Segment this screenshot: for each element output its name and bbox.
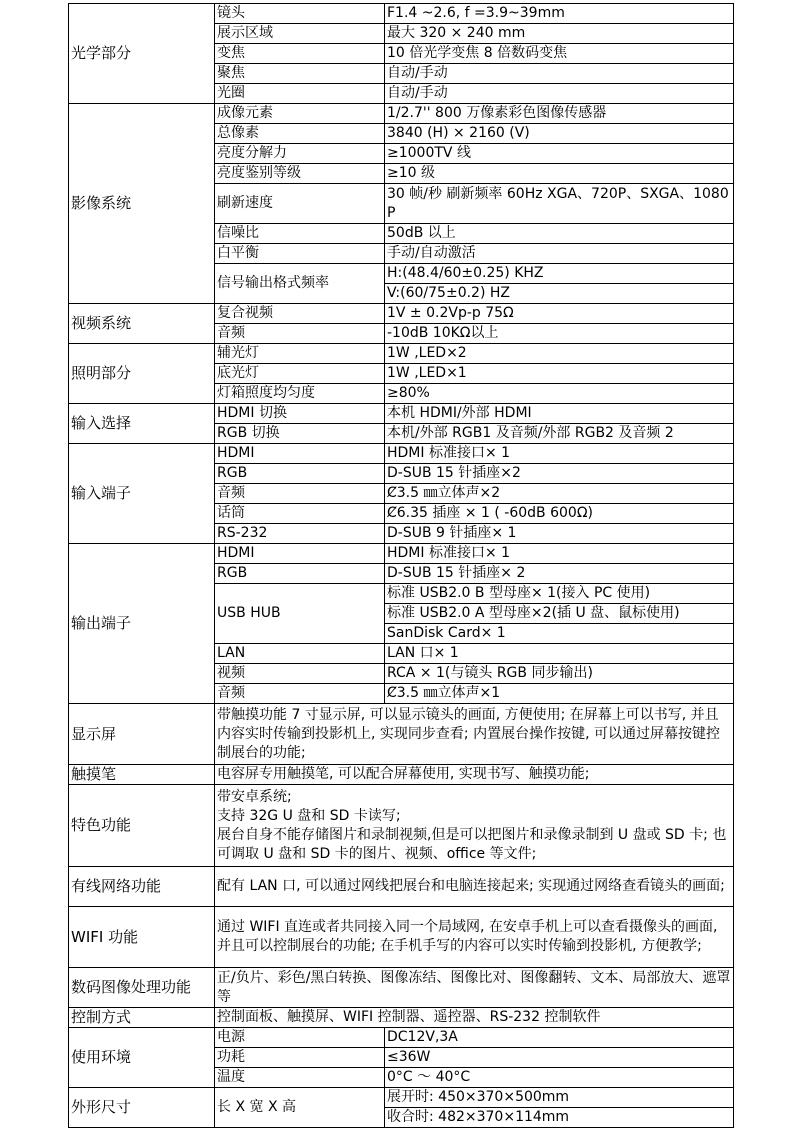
category-cell: 使用环境 — [69, 1028, 215, 1088]
spec-row — [69, 304, 734, 324]
item-cell: 刷新速度 — [215, 184, 385, 224]
spec-row — [69, 704, 734, 765]
category-cell: 数码图像处理功能 — [69, 968, 215, 1008]
item-cell: 音频 — [215, 684, 385, 704]
value-cell — [215, 867, 734, 907]
value-cell — [385, 524, 734, 544]
value-cell — [385, 124, 734, 144]
value-line: 配有 LAN 口, 可以通过网线把展台和电脑连接起来; 实现通过网络查看镜头的画面; — [217, 878, 725, 894]
value-line: 自动/手动 — [387, 85, 448, 101]
item-cell: 音频 — [215, 484, 385, 504]
value-line: V:(60/75±0.2) HZ — [387, 285, 510, 301]
category-cell: 视频系统 — [69, 304, 215, 344]
value-line: 最大 320 × 240 mm — [387, 25, 526, 41]
value-line: 本机/外部 RGB1 及音频/外部 RGB2 及音频 2 — [387, 425, 674, 441]
value-line: 30 帧/秒 刷新频率 60Hz XGA、720P、SXGA、1080P — [387, 185, 729, 221]
value-line: 10 倍光学变焦 8 倍数码变焦 — [387, 45, 568, 61]
value-cell — [385, 1088, 734, 1108]
value-cell — [215, 704, 734, 765]
item-cell: 亮度鉴别等级 — [215, 164, 385, 184]
value-cell — [385, 464, 734, 484]
value-cell — [385, 444, 734, 464]
value-cell — [385, 604, 734, 624]
category-cell: WIFI 功能 — [69, 907, 215, 968]
value-line: 本机 HDMI/外部 HDMI — [387, 405, 532, 421]
spec-row — [69, 4, 734, 24]
spec-row — [69, 444, 734, 464]
value-line: 带触摸功能 7 寸显示屏, 可以显示镜头的画面, 方便使用; 在屏幕上可以书写, 并且内容实时传输到投影机上, 实现同步查看; 内置展台操作按键, 可以通过屏幕按键控制展台的功能; — [217, 706, 720, 761]
spec-row — [69, 765, 734, 785]
item-cell: HDMI 切换 — [215, 404, 385, 424]
value-cell — [385, 564, 734, 584]
value-cell — [385, 24, 734, 44]
value-cell — [385, 1068, 734, 1088]
value-cell — [385, 544, 734, 564]
item-cell: 镜头 — [215, 4, 385, 24]
value-cell — [215, 765, 734, 785]
category-cell: 影像系统 — [69, 104, 215, 304]
value-line: D-SUB 15 针插座× 2 — [387, 565, 526, 581]
item-cell: 视频 — [215, 664, 385, 684]
category-cell: 显示屏 — [69, 704, 215, 765]
value-line: 控制面板、触摸屏、WIFI 控制器、遥控器、RS-232 控制软件 — [217, 1009, 601, 1025]
value-cell — [385, 184, 734, 224]
item-cell: 长 X 宽 X 高 — [215, 1088, 385, 1128]
value-cell — [385, 404, 734, 424]
value-cell — [385, 224, 734, 244]
item-cell: 成像元素 — [215, 104, 385, 124]
value-cell — [385, 344, 734, 364]
item-cell: 变焦 — [215, 44, 385, 64]
value-cell — [385, 584, 734, 604]
item-cell: 灯箱照度均匀度 — [215, 384, 385, 404]
value-cell — [385, 424, 734, 444]
spec-row — [69, 907, 734, 968]
item-cell: 信号输出格式频率 — [215, 264, 385, 304]
value-cell — [385, 104, 734, 124]
item-cell: 亮度分解力 — [215, 144, 385, 164]
spec-table-body — [69, 4, 734, 1128]
value-cell — [385, 244, 734, 264]
value-cell — [385, 284, 734, 304]
value-cell — [385, 324, 734, 344]
value-cell — [385, 364, 734, 384]
value-line: Ȼ3.5 ㎜立体声×1 — [387, 685, 501, 701]
category-cell: 光学部分 — [69, 4, 215, 104]
item-cell: 总像素 — [215, 124, 385, 144]
value-cell — [385, 664, 734, 684]
value-cell — [385, 84, 734, 104]
spec-row — [69, 1028, 734, 1048]
value-line: 1W ,LED×1 — [387, 365, 467, 381]
value-line: D-SUB 15 针插座×2 — [387, 465, 521, 481]
item-cell: RGB — [215, 564, 385, 584]
value-cell — [385, 144, 734, 164]
value-cell — [385, 484, 734, 504]
value-line: Ȼ6.35 插座 × 1 ( -60dB 600Ω) — [387, 505, 593, 521]
value-line: 自动/手动 — [387, 65, 448, 81]
value-cell — [385, 644, 734, 664]
value-line: D-SUB 9 针插座× 1 — [387, 525, 517, 541]
value-cell — [385, 504, 734, 524]
item-cell: 信噪比 — [215, 224, 385, 244]
value-cell — [385, 264, 734, 284]
value-line: 手动/自动激活 — [387, 245, 476, 261]
value-cell — [385, 44, 734, 64]
category-cell: 输入选择 — [69, 404, 215, 444]
value-line: DC12V,3A — [387, 1029, 458, 1045]
item-cell: 功耗 — [215, 1048, 385, 1068]
item-cell: 辅光灯 — [215, 344, 385, 364]
spec-row — [69, 104, 734, 124]
item-cell: 电源 — [215, 1028, 385, 1048]
value-line: 正/负片、彩色/黑白转换、图像冻结、图像比对、图像翻转、文本、局部放大、遮罩等 — [217, 969, 731, 1005]
item-cell: LAN — [215, 644, 385, 664]
value-line: 1W ,LED×2 — [387, 345, 467, 361]
value-line: 标准 USB2.0 B 型母座× 1(接入 PC 使用) — [387, 585, 651, 601]
item-cell: 复合视频 — [215, 304, 385, 324]
value-line: 支持 32G U 盘和 SD 卡读写; — [217, 807, 401, 824]
value-line: 50dB 以上 — [387, 225, 456, 241]
value-line: HDMI 标准接口× 1 — [387, 545, 511, 561]
value-line: -10dB 10KΩ以上 — [387, 325, 499, 341]
item-cell: 话筒 — [215, 504, 385, 524]
spec-row — [69, 1088, 734, 1108]
value-cell — [385, 684, 734, 704]
spec-row — [69, 544, 734, 564]
value-line: 收合时: 482×370×114mm — [387, 1109, 570, 1125]
value-line: Ȼ3.5 ㎜立体声×2 — [387, 485, 501, 501]
category-cell: 输出端子 — [69, 544, 215, 704]
value-line: 带安卓系统; — [217, 788, 292, 805]
item-cell: 光圈 — [215, 84, 385, 104]
value-cell — [385, 4, 734, 24]
value-line: 1V ± 0.2Vp-p 75Ω — [387, 305, 514, 321]
value-line: 1/2.7'' 800 万像素彩色图像传感器 — [387, 105, 607, 121]
category-cell: 照明部分 — [69, 344, 215, 404]
item-cell: 音频 — [215, 324, 385, 344]
item-cell: HDMI — [215, 444, 385, 464]
spec-row — [69, 968, 734, 1008]
value-line: ≤36W — [387, 1049, 431, 1065]
value-cell — [385, 1108, 734, 1128]
value-line: HDMI 标准接口× 1 — [387, 445, 511, 461]
value-line: ≥80% — [387, 385, 430, 401]
item-cell: RGB — [215, 464, 385, 484]
value-cell — [385, 1048, 734, 1068]
category-cell: 触摸笔 — [69, 765, 215, 785]
value-line: 电容屏专用触摸笔, 可以配合屏幕使用, 实现书写、触摸功能; — [217, 766, 590, 782]
item-cell: HDMI — [215, 544, 385, 564]
spec-row — [69, 404, 734, 424]
value-line: ≥10 级 — [387, 165, 435, 181]
item-cell: RS-232 — [215, 524, 385, 544]
value-line: 展开时: 450×370×500mm — [387, 1089, 570, 1105]
category-cell: 外形尺寸 — [69, 1088, 215, 1128]
value-cell — [385, 164, 734, 184]
value-cell — [215, 785, 734, 867]
category-cell: 输入端子 — [69, 444, 215, 544]
value-cell — [385, 1028, 734, 1048]
value-line: ≥1000TV 线 — [387, 145, 471, 161]
spec-table — [68, 3, 734, 1128]
value-line: F1.4 ~2.6, f =3.9~39mm — [387, 5, 565, 21]
spec-row — [69, 344, 734, 364]
category-cell: 控制方式 — [69, 1008, 215, 1028]
item-cell: 白平衡 — [215, 244, 385, 264]
item-cell: 温度 — [215, 1068, 385, 1088]
category-cell: 有线网络功能 — [69, 867, 215, 907]
category-cell: 特色功能 — [69, 785, 215, 867]
value-cell — [385, 384, 734, 404]
value-line: H:(48.4/60±0.25) KHZ — [387, 265, 544, 281]
value-cell — [215, 907, 734, 968]
value-line: 标准 USB2.0 A 型母座×2(插 U 盘、鼠标使用) — [387, 605, 680, 621]
item-cell: 聚焦 — [215, 64, 385, 84]
item-cell: USB HUB — [215, 584, 385, 644]
value-line: 0°C ～ 40°C — [387, 1069, 471, 1085]
value-line: 展台自身不能存储图片和录制视频,但是可以把图片和录像录制到 U 盘或 SD 卡; 也可调取 U 盘和 SD 卡的图片、视频、office 等文件; — [217, 826, 727, 862]
value-line: 3840 (H) × 2160 (V) — [387, 125, 530, 141]
value-line: SanDisk Card× 1 — [387, 625, 506, 641]
spec-row — [69, 867, 734, 907]
value-line: RCA × 1(与镜头 RGB 同步输出) — [387, 665, 593, 681]
value-cell — [385, 304, 734, 324]
item-cell: 底光灯 — [215, 364, 385, 384]
value-line: LAN 口× 1 — [387, 645, 459, 661]
value-line: 通过 WIFI 直连或者共同接入同一个局域网, 在安卓手机上可以查看摄像头的画面, 并且可以控制展台的功能; 在手机手写的内容可以实时传输到投影机, 方便教学; — [217, 919, 718, 954]
value-cell — [385, 64, 734, 84]
value-cell — [215, 968, 734, 1008]
spec-row — [69, 1008, 734, 1028]
item-cell: RGB 切换 — [215, 424, 385, 444]
spec-row — [69, 785, 734, 867]
item-cell: 展示区域 — [215, 24, 385, 44]
value-cell — [215, 1008, 734, 1028]
value-cell — [385, 624, 734, 644]
